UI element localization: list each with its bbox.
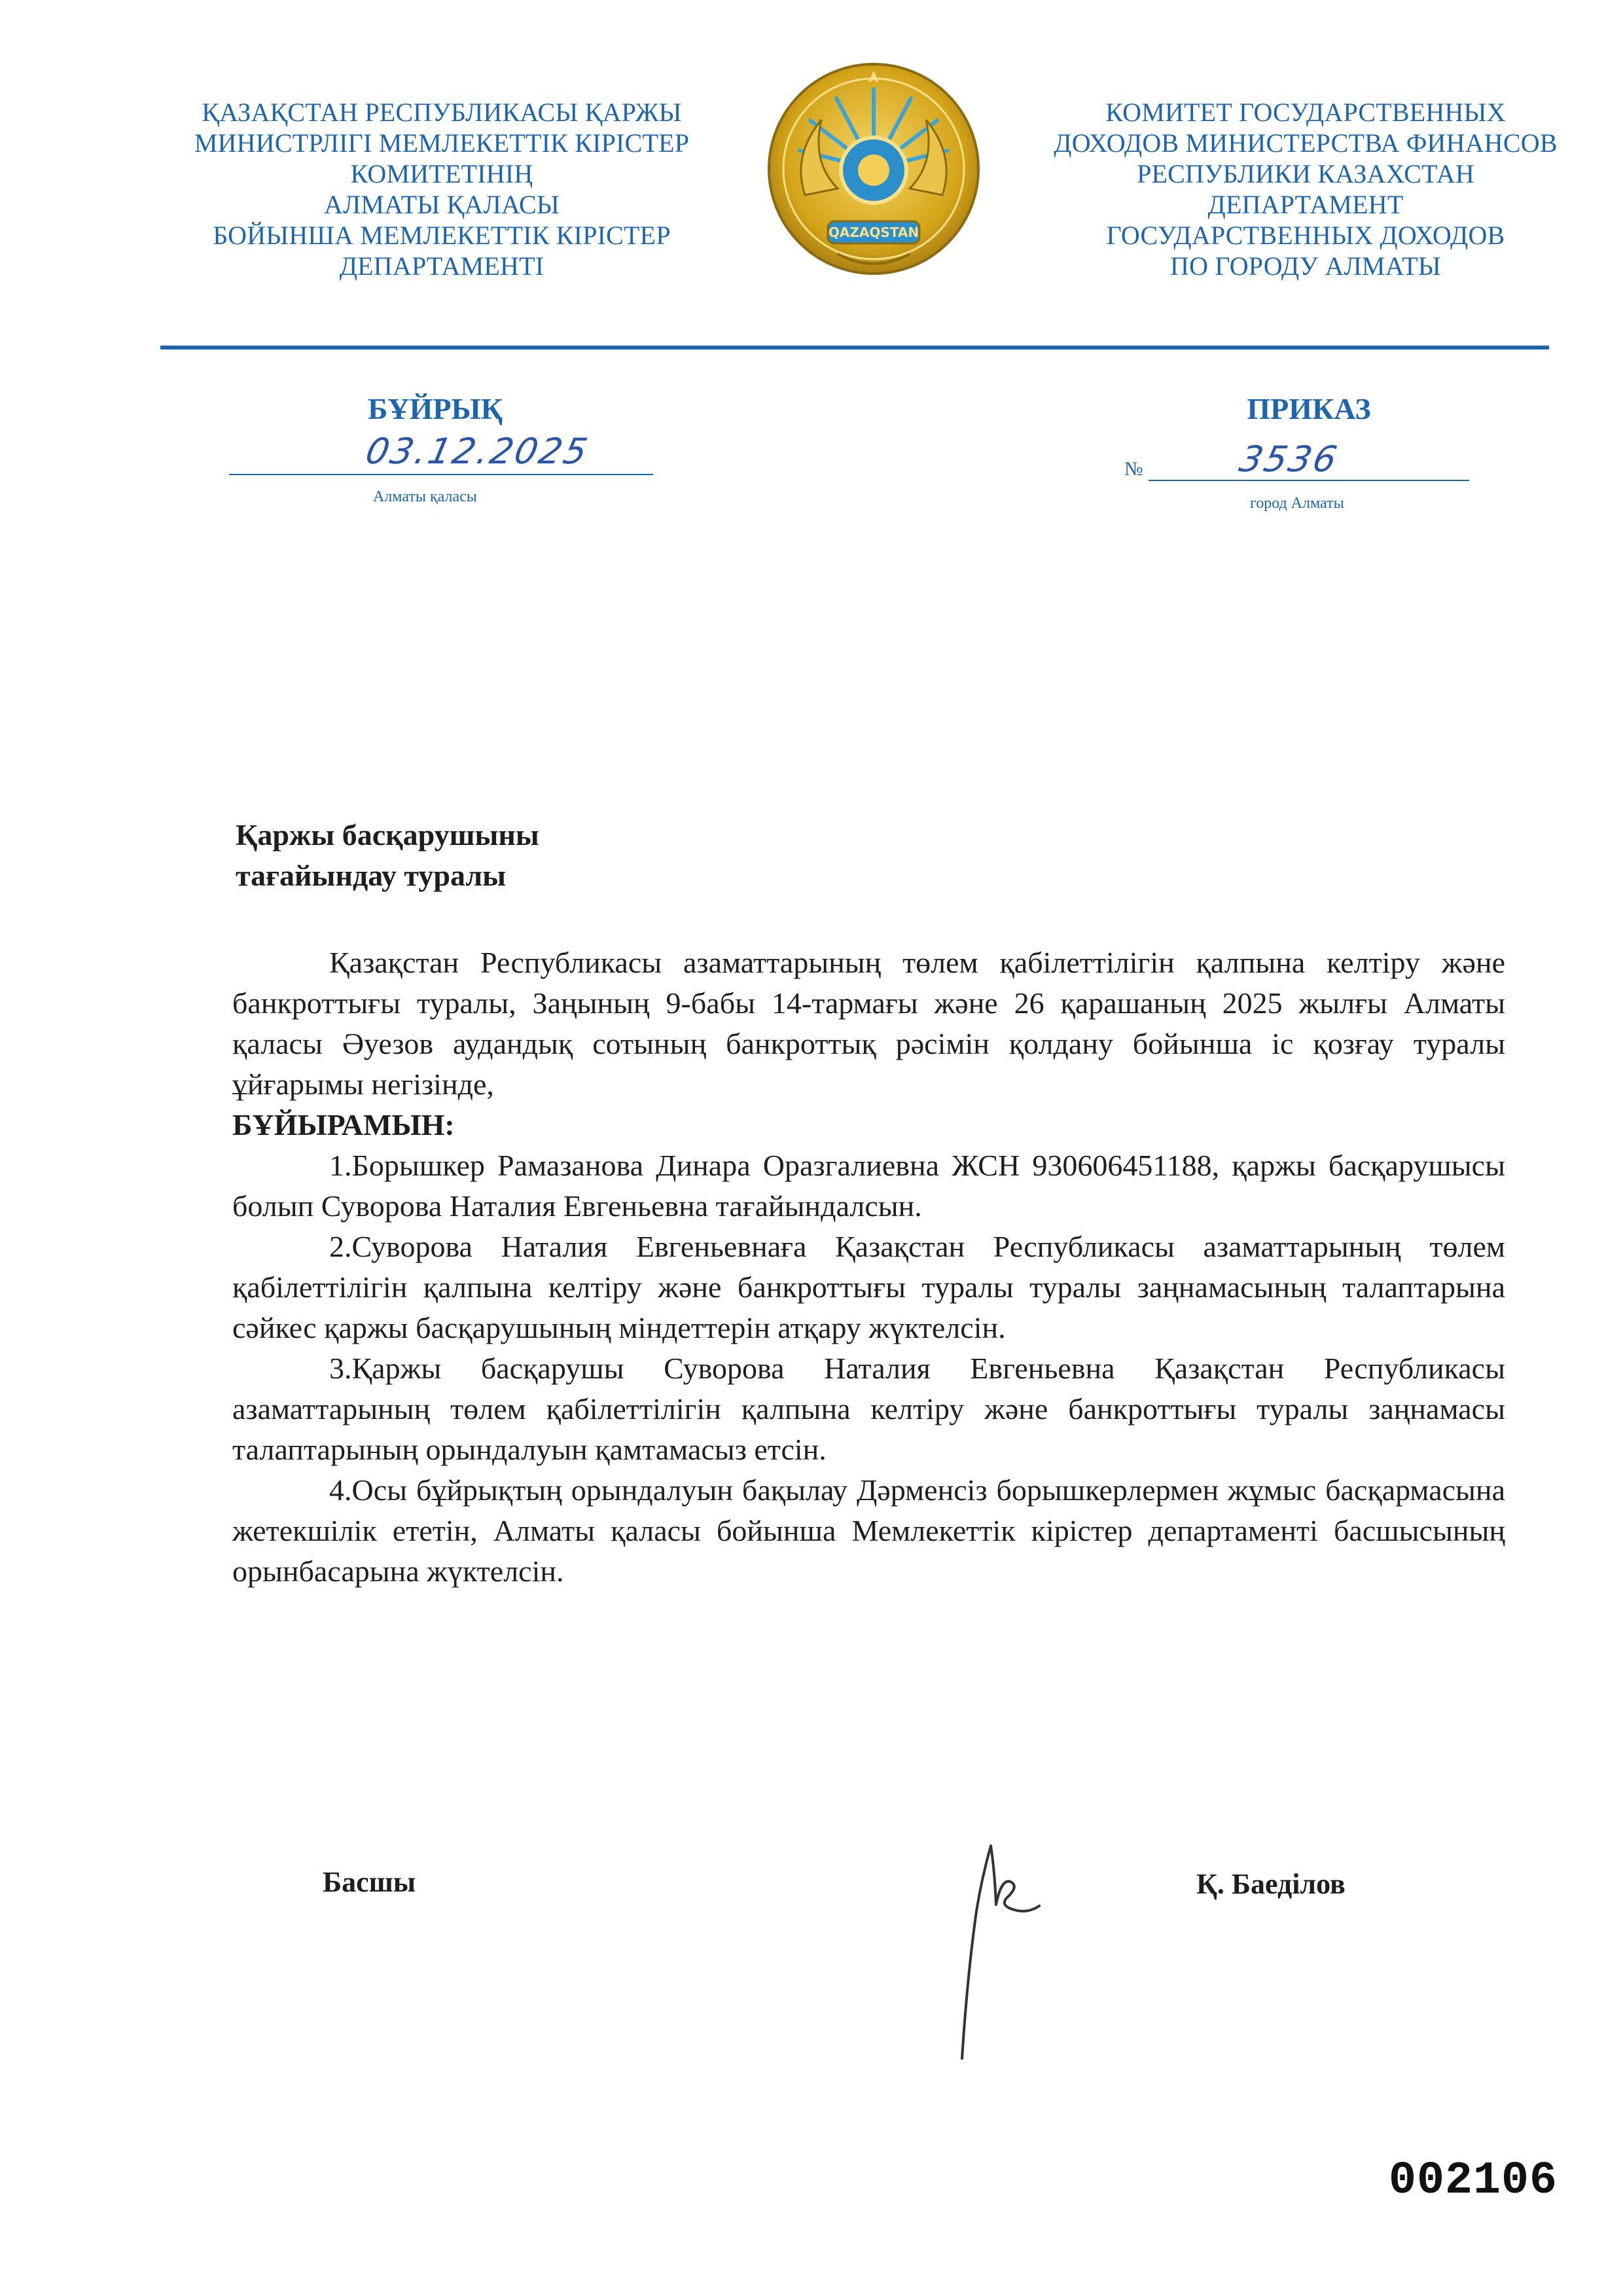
header-kz-line: МИНИСТРЛІГІ МЕМЛЕКЕТТІК КІРІСТЕР [194,128,690,158]
order-item: 1.Борышкер Рамазанова Динара Оразгалиевна ЖСН 930606451188, қаржы басқарушысы болып Суворова Наталия Евгеньевна тағайындалсын. [232,1149,1505,1223]
date-underline [229,474,653,475]
order-number: 3536 [1236,439,1343,480]
header-kz-line: ДЕПАРТАМЕНТІ [339,251,544,281]
document-body [232,942,1505,1592]
emblem-label: QAZAQSTAN [828,224,919,240]
intro-paragraph: Қазақстан Республикасы азаматтарының төлем қабілеттілігін қалпына келтіру және банкроттығы туралы, Заңының 9-бабы 14-тармағы және 26 қарашаның 2025 жылғы Алматы қаласы Әуезов аудандық сотының банкроттық рәсімін қолдану бойынша іс қозғау туралы ұйғарымы негізінде, [232,946,1505,1101]
header-ru-line: ПО ГОРОДУ АЛМАТЫ [1170,251,1441,281]
order-word-kz: БҰЙРЫҚ [367,392,503,425]
order-item: 2.Суворова Наталия Евгеньевнаға Қазақстан Республикасы азаматтарының төлем қабілеттілігін қалпына келтіру және банкроттығы туралы туралы заңнамасының талаптарына сәйкес қаржы басқарушының міндеттерін атқару жүктелсін. [232,1230,1505,1344]
header-kz-line: ҚАЗАҚСТАН РЕСПУБЛИКАСЫ ҚАРЖЫ [202,98,682,127]
header-kz-line: КОМИТЕТІНІҢ [350,159,533,188]
header-ru [1011,97,1600,281]
handwritten-signature [942,1833,1054,2068]
signatory-name: Қ. Баеділов [1196,1868,1346,1900]
title-line: Қаржы басқарушыны [236,818,539,852]
number-underline [1149,480,1469,481]
title-line: тағайындау туралы [236,859,507,892]
serial-number: 002106 [1389,2155,1558,2207]
header-ru-line: КОМИТЕТ ГОСУДАРСТВЕННЫХ [1105,98,1506,127]
header-kz [147,97,736,281]
order-item: 4.Осы бұйрықтың орындалуын бақылау Дәрменсіз борышкерлермен жұмыс басқармасына жетекшілік ететін, Алматы қаласы бойынша Мемлекеттік кірістер департаменті басшысының орынбасарына жүктелсін. [232,1473,1505,1588]
header-ru-line: ДОХОДОВ МИНИСТЕРСТВА ФИНАНСОВ [1054,128,1558,158]
order-date: 03.12.2025 [362,431,593,472]
state-emblem-icon [766,58,982,287]
header-divider [160,346,1549,350]
header-kz-line: АЛМАТЫ ҚАЛАСЫ [323,190,560,219]
document-title [236,815,539,896]
number-sign: № [1124,458,1143,480]
order-word-ru: ПРИКАЗ [1247,392,1371,425]
signatory-role: Басшы [323,1866,416,1898]
header-ru-line: ДЕПАРТАМЕНТ [1207,190,1404,219]
city-kz: Алматы қаласы [373,488,477,505]
header-ru-line: РЕСПУБЛИКИ КАЗАХСТАН [1137,159,1474,188]
city-ru: город Алматы [1250,495,1344,512]
header-ru-line: ГОСУДАРСТВЕННЫХ ДОХОДОВ [1106,221,1505,250]
order-item: 3.Қаржы басқарушы Суворова Наталия Евгеньевна Қазақстан Республикасы азаматтарының төлем қабілеттілігін қалпына келтіру және банкроттығы туралы заңнамасы талаптарының орындалуын қамтамасыз етсін. [232,1352,1505,1466]
header-kz-line: БОЙЫНША МЕМЛЕКЕТТІК КІРІСТЕР [213,221,671,250]
command-word: БҰЙЫРАМЫН: [232,1108,455,1141]
